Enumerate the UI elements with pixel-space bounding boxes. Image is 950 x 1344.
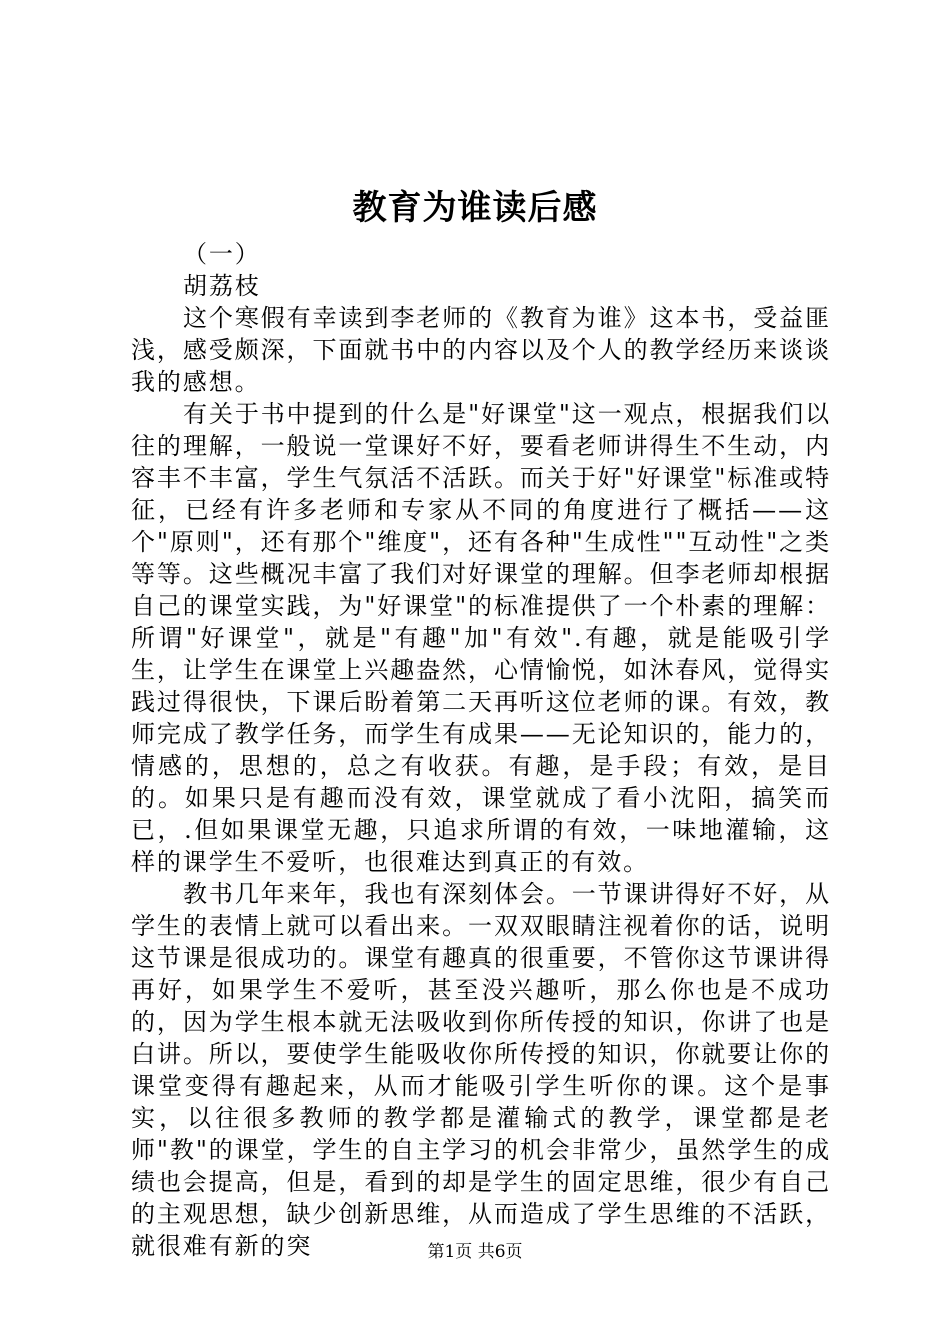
paragraph: 教书几年来年，我也有深刻体会。一节课讲得好不好，从学生的表情上就可以看出来。一双双眼睛注视着你的话，说明这节课是很成功的。课堂有趣真的很重要，不管你这节课讲得再好，如果学生不爱听，甚至没兴趣听，那么你也是不成功的，因为学生根本就无法吸收到你所传授的知识，你讲了也是白讲。所以，要使学生能吸收你所传授的知识，你就要让你的课堂变得有趣起来，从而才能吸引学生听你的课。这个是事实，以往很多教师的教学都是灌输式的教学，课堂都是老师"教"的课堂，学生的自主学习的机会非常少，虽然学生的成绩也会提高，但是，看到的却是学生的固定思维，很少有自己的主观思想，缺少创新思维，从而造成了学生思维的不活跃，就很难有新的突 bbox=[131, 880, 831, 1260]
author-name: 胡荔枝 bbox=[183, 272, 261, 300]
paragraph: 有关于书中提到的什么是"好课堂"这一观点，根据我们以往的理解，一般说一堂课好不好，要看老师讲得生不生动，内容丰不丰富，学生气氛活不活跃。而关于好"好课堂"标准或特征，已经有许多老师和专家从不同的角度进行了概括——这个"原则"，还有那个"维度"，还有各种"生成性""互动性"之类等等。这些概况丰富了我们对好课堂的理解。但李老师却根据自己的课堂实践，为"好课堂"的标准提供了一个朴素的理解：所谓"好课堂"，就是"有趣"加"有效".有趣，就是能吸引学生，让学生在课堂上兴趣盎然，心情愉悦，如沐春风，觉得实践过得很快，下课后盼着第二天再听这位老师的课。有效，教师完成了教学任务，而学生有成果——无论知识的，能力的，情感的，思想的，总之有收获。有趣，是手段；有效，是目的。如果只是有趣而没有效，课堂就成了看小沈阳，搞笑而已，.但如果课堂无趣，只追求所谓的有效，一味地灌输，这样的课学生不爱听，也很难达到真正的有效。 bbox=[131, 400, 831, 876]
document-body bbox=[131, 238, 831, 1262]
paragraph: 这个寒假有幸读到李老师的《教育为谁》这本书，受益匪浅，感受颇深，下面就书中的内容以及个人的教学经历来谈谈我的感想。 bbox=[131, 304, 831, 396]
document-title: 教育为谁读后感 bbox=[352, 188, 598, 228]
page-number: 第1页 共6页 bbox=[427, 1242, 523, 1262]
section-label: （一） bbox=[183, 240, 261, 268]
